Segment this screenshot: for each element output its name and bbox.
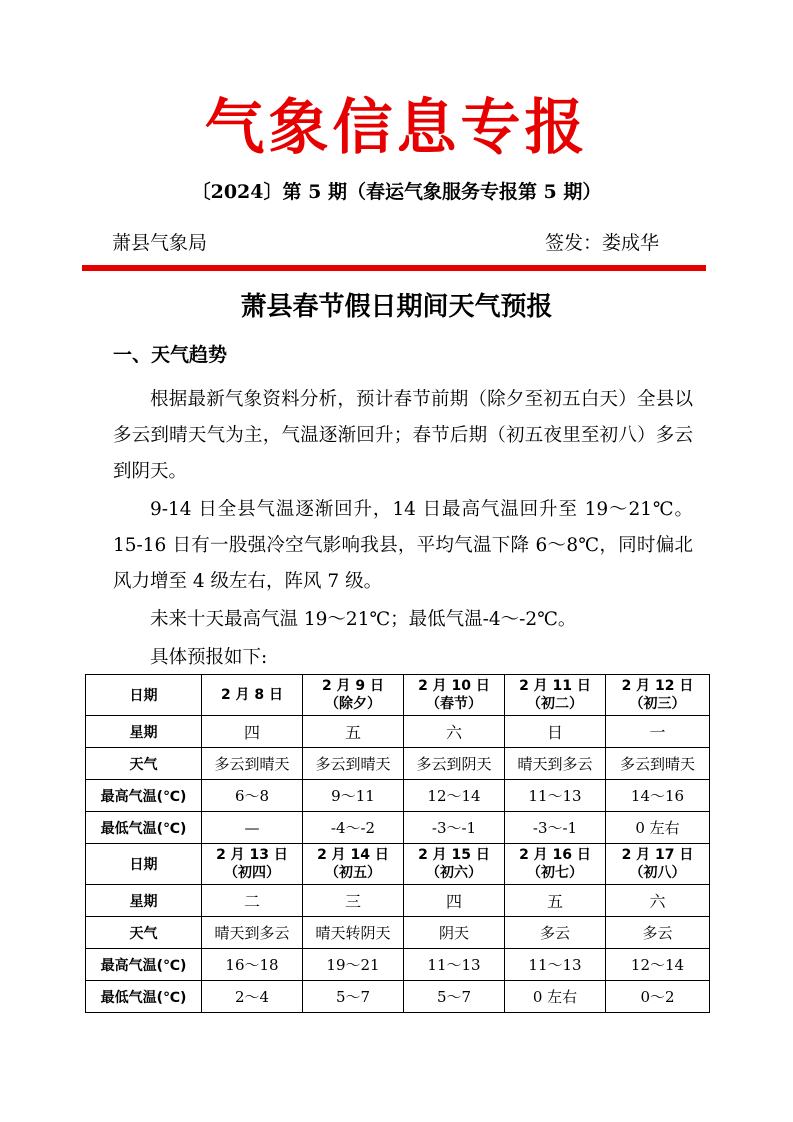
row-label-weather: 天气 — [86, 917, 202, 949]
date-cell: 2 月 16 日 （初七） — [505, 844, 606, 885]
signer — [545, 228, 659, 258]
table-row — [86, 981, 710, 1013]
min-temp-cell: -3～-1 — [404, 812, 505, 844]
max-temp-cell: 12～14 — [404, 780, 505, 812]
table-row — [86, 844, 710, 885]
row-label-max-temp: 最高气温(℃) — [86, 780, 202, 812]
issuing-organization: 萧县气象局 — [112, 232, 208, 254]
signer-name: 娄成华 — [602, 232, 660, 254]
paragraph-intro-table: 具体预报如下: — [150, 647, 268, 668]
row-label-max-temp: 最高气温(℃) — [86, 949, 202, 981]
date-cell: 2 月 17 日 （初八） — [606, 844, 710, 885]
weekday-cell: 六 — [404, 716, 505, 748]
row-label-min-temp: 最低气温(℃) — [86, 812, 202, 844]
row-label-weather: 天气 — [86, 748, 202, 780]
red-divider — [82, 265, 706, 271]
min-temp-cell: -4～-2 — [303, 812, 404, 844]
weather-cell: 多云到晴天 — [202, 748, 303, 780]
min-temp-cell: — — [202, 812, 303, 844]
min-temp-cell: 5～7 — [404, 981, 505, 1013]
row-label-date: 日期 — [86, 675, 202, 716]
weekday-cell: 五 — [303, 716, 404, 748]
max-temp-cell: 9～11 — [303, 780, 404, 812]
weekday-cell: 日 — [505, 716, 606, 748]
table-row — [86, 812, 710, 844]
max-temp-cell: 6～8 — [202, 780, 303, 812]
section-number: 一、 — [113, 344, 152, 366]
min-temp-cell: 0～2 — [606, 981, 710, 1013]
weather-cell: 多云 — [505, 917, 606, 949]
weather-cell: 晴天到多云 — [505, 748, 606, 780]
row-label-date: 日期 — [86, 844, 202, 885]
date-cell: 2 月 13 日 （初四） — [202, 844, 303, 885]
table-row — [86, 748, 710, 780]
max-temp-cell: 19～21 — [303, 949, 404, 981]
date-cell: 2 月 14 日 （初五） — [303, 844, 404, 885]
table-row — [86, 675, 710, 716]
weather-cell: 多云到阴天 — [404, 748, 505, 780]
weekday-cell: 四 — [202, 716, 303, 748]
document-title: 萧县春节假日期间天气预报 — [240, 292, 553, 322]
date-cell: 2 月 15 日 （初六） — [404, 844, 505, 885]
paragraph-range: 未来十天最高气温 19～21℃；最低气温-4～-2℃。 — [150, 609, 577, 630]
weather-cell: 多云 — [606, 917, 710, 949]
forecast-table — [85, 674, 710, 1013]
row-label-weekday: 星期 — [86, 885, 202, 917]
min-temp-cell: 5～7 — [303, 981, 404, 1013]
min-temp-cell: 0 左右 — [505, 981, 606, 1013]
min-temp-cell: -3～-1 — [505, 812, 606, 844]
max-temp-cell: 16～18 — [202, 949, 303, 981]
table-row — [86, 780, 710, 812]
max-temp-cell: 11～13 — [404, 949, 505, 981]
signer-label: 签发： — [545, 232, 603, 254]
max-temp-cell: 12～14 — [606, 949, 710, 981]
max-temp-cell: 14～16 — [606, 780, 710, 812]
weather-cell: 晴天转阴天 — [303, 917, 404, 949]
paragraph-temperature: 9-14 日全县气温逐渐回升，14 日最高气温回升至 19～21℃。15-16 日有一股强冷空气影响我县，平均气温下降 6～8℃，同时偏北风力增至 4 级左右，阵风 7 级。 — [113, 499, 693, 592]
date-cell: 2 月 9 日 （除夕） — [303, 675, 404, 716]
section-heading — [113, 340, 227, 370]
table-row — [86, 949, 710, 981]
weather-cell: 多云到晴天 — [303, 748, 404, 780]
weekday-cell: 一 — [606, 716, 710, 748]
date-cell: 2 月 11 日 （初二） — [505, 675, 606, 716]
max-temp-cell: 11～13 — [505, 780, 606, 812]
issue-number: 〔2024〕第 5 期（春运气象服务专报第 5 期） — [191, 181, 602, 203]
table-row — [86, 917, 710, 949]
date-cell: 2 月 8 日 — [202, 675, 303, 716]
weekday-cell: 六 — [606, 885, 710, 917]
min-temp-cell: 0 左右 — [606, 812, 710, 844]
date-cell: 2 月 10 日 （春节） — [404, 675, 505, 716]
row-label-weekday: 星期 — [86, 716, 202, 748]
max-temp-cell: 11～13 — [505, 949, 606, 981]
date-cell: 2 月 12 日 （初三） — [606, 675, 710, 716]
weekday-cell: 五 — [505, 885, 606, 917]
weekday-cell: 二 — [202, 885, 303, 917]
paragraph-overview: 根据最新气象资料分析，预计春节前期（除夕至初五白天）全县以多云到晴天气为主，气温逐渐回升；春节后期（初五夜里至初八）多云到阴天。 — [113, 389, 693, 482]
table-row — [86, 885, 710, 917]
row-label-min-temp: 最低气温(℃) — [86, 981, 202, 1013]
masthead-title: 气象信息专报 — [204, 93, 589, 163]
table-row — [86, 716, 710, 748]
weekday-cell: 三 — [303, 885, 404, 917]
weather-cell: 多云到晴天 — [606, 748, 710, 780]
weather-cell: 阴天 — [404, 917, 505, 949]
weekday-cell: 四 — [404, 885, 505, 917]
min-temp-cell: 2～4 — [202, 981, 303, 1013]
weather-cell: 晴天到多云 — [202, 917, 303, 949]
section-title: 天气趋势 — [151, 344, 228, 366]
